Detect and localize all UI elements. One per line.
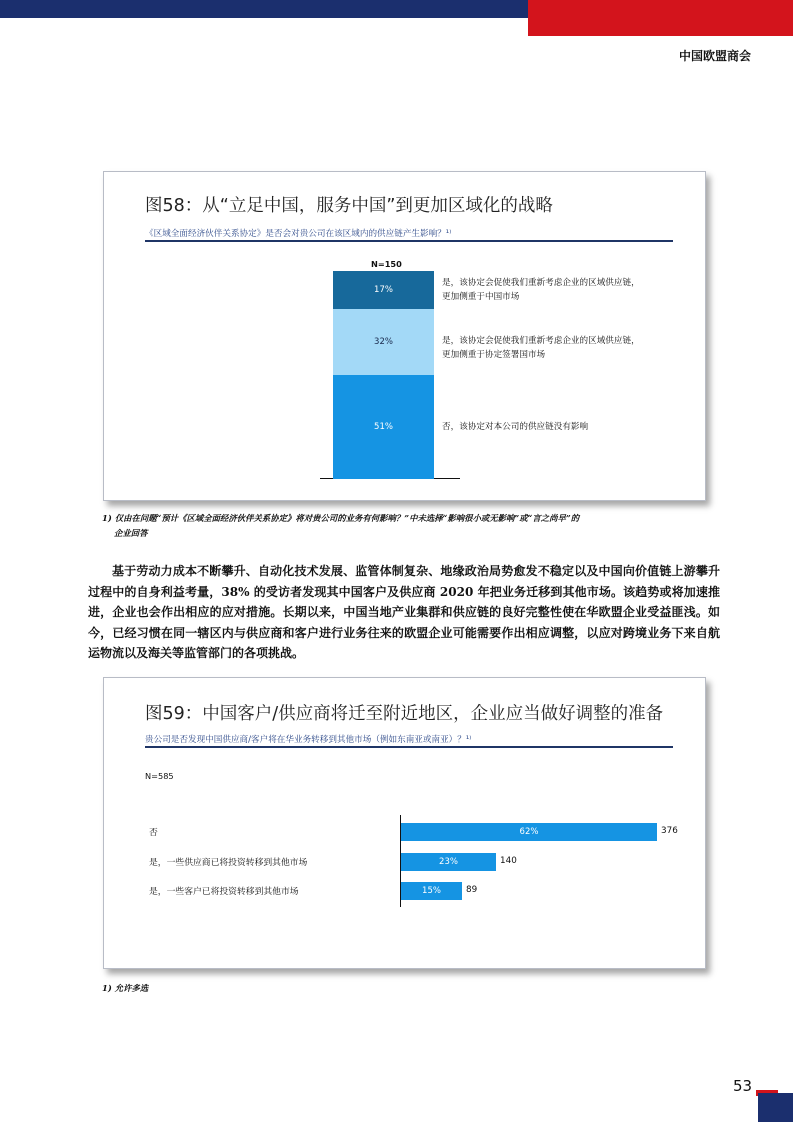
stack-segment-2: 32% [333,309,434,375]
bar-value-3: 89 [466,885,478,895]
figure-58-card [103,171,706,501]
segment-label-2-line1: 是，该协定会促使我们重新考虑企业的区域供应链， [442,336,640,346]
figure-59-card [103,677,706,969]
organization-name: 中国欧盟商会 [678,49,751,63]
bar-label-1: 否 [149,828,158,838]
figure-58-footnote [102,511,579,541]
bar-label-3: 是，一些客户已将投资转移到其他市场 [149,887,299,897]
segment-label-1 [442,276,640,304]
corner-accent-blue [758,1093,793,1122]
segment-label-1-line2: 更加侧重于中国市场 [442,292,520,302]
stack-segment-3: 51% [333,375,434,479]
figure-58-title: 图58：从“立足中国，服务中国”到更加区域化的战略 [145,196,553,216]
segment-label-2-line2: 更加侧重于协定签署国市场 [442,350,546,360]
header-bar-red [528,0,793,36]
bar-value-1: 376 [661,826,678,836]
body-paragraph: 基于劳动力成本不断攀升、自动化技术发展、监管体制复杂、地缘政治局势愈发不稳定以及中国向价值链上游攀升过程中的自身利益考量，38% 的受访者发现其中国客户及供应商 2020 年把业务迁移到其他市场。该趋势或将加速推进，企业也会作出相应的应对措施。长期以来，中国当地产业集群和供应链的良好完整性使在华欧盟企业受益匪浅。如今，已经习惯在同一辖区内与供应商和客户进行业务往来的欧盟企业可能需要作出相应调整，以应对跨境业务下来自航运物流以及海关等监管部门的各项挑战。 [88,564,720,660]
page-number: 53 [733,1077,753,1095]
bar-value-2: 140 [500,856,517,866]
figure-58-footnote-line1: 1) 仅由在问题“预计《区域全面经济伙伴关系协定》将对贵公司的业务有何影响？”中未选择“影响很小或无影响”或“言之尚早”的 [102,513,580,523]
header-bar-blue [0,0,530,18]
figure-58-subtitle: 《区域全面经济伙伴关系协定》是否会对贵公司在该区域内的供应链产生影响？¹⁾ [145,229,452,239]
figure-58-footnote-line2: 企业回答 [114,528,148,538]
bar-customers-moved: 15% [401,882,462,900]
bar-suppliers-moved: 23% [401,853,496,871]
stack-segment-1: 17% [333,271,434,309]
figure-58-n-label: N=150 [371,259,402,269]
segment-label-2 [442,334,640,362]
figure-59-subtitle: 贵公司是否发现中国供应商/客户将在华业务转移到其他市场（例如东南亚或南亚）？¹⁾ [145,735,472,745]
figure-59-n-label: N=585 [145,771,174,781]
figure-59-title: 图59：中国客户/供应商将迁至附近地区，企业应当做好调整的准备 [145,704,664,724]
segment-label-1-line1: 是，该协定会促使我们重新考虑企业的区域供应链， [442,278,640,288]
bar-label-2: 是，一些供应商已将投资转移到其他市场 [149,858,308,868]
segment-label-3 [442,420,588,434]
segment-label-3-line1: 否，该协定对本公司的供应链没有影响 [442,422,589,432]
bar-no: 62% [401,823,657,841]
figure-58-rule [145,240,673,242]
figure-59-footnote: 1) 允许多选 [102,983,149,993]
figure-59-rule [145,746,673,748]
